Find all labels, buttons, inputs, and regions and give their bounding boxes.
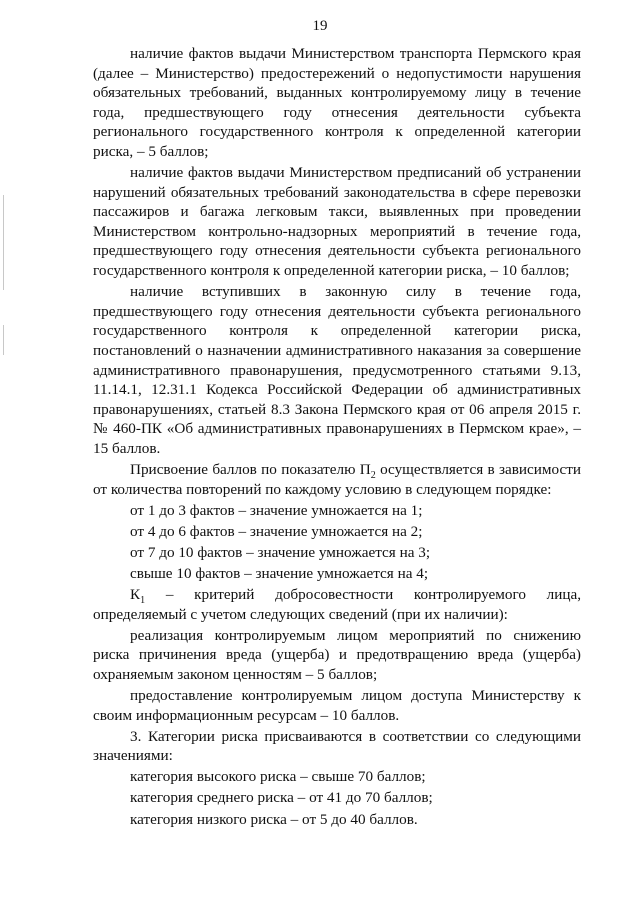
points-intro-paragraph bbox=[93, 460, 581, 499]
risk-category-item: категория среднего риска – от 41 до 70 баллов; bbox=[130, 789, 433, 807]
scan-margin-mark bbox=[3, 195, 4, 290]
points-intro-subscript: 2 bbox=[370, 470, 376, 481]
k1-item: предоставление контролируемым лицом доступа Министерству к своим информационным ресурсам – 10 баллов. bbox=[93, 687, 581, 724]
paragraph: наличие фактов выдачи Министерством предписаний об устранении нарушений обязательных требований законодательства в сфере перевозки пассажиров и багажа легковым такси, выявленных при проведении Министерством контрольно-надзорных мероприятий в течение года, предшествующего году отнесения деятельности субъекта регионального государственного контроля к определенной категории риска, – 10 баллов; bbox=[93, 164, 581, 280]
risk-category-item: категория высокого риска – свыше 70 баллов; bbox=[130, 768, 426, 786]
points-intro-text-end: осуществляется в зависимости от количества повторений по каждому условию в следующем порядке: bbox=[93, 460, 581, 498]
multiplier-item: от 1 до 3 фактов – значение умножается на 1; bbox=[130, 501, 423, 519]
multiplier-item: свыше 10 фактов – значение умножается на 4; bbox=[130, 564, 429, 582]
risk-category-item: категория низкого риска – от 5 до 40 баллов. bbox=[130, 810, 418, 828]
k1-item: реализация контролируемым лицом мероприятий по снижению риска причинения вреда (ущерба) и предотвращению вреда (ущерба) охраняемым законом ценностям – 5 баллов; bbox=[93, 626, 581, 683]
paragraph: наличие фактов выдачи Министерством транспорта Пермского края (далее – Министерство) предостережений о недопустимости нарушения обязательных требований, выданных контролируемому лицу в течение года, предшествующего году отнесения деятельности субъекта регионального государственного контроля к определенной категории риска, – 5 баллов; bbox=[93, 45, 581, 160]
scan-margin-mark bbox=[3, 325, 4, 355]
k1-definition: – критерий добросовестности контролируемого лица, определяемый с учетом следующих сведений (при их наличии): bbox=[93, 586, 581, 623]
k1-paragraph bbox=[93, 585, 581, 624]
page-number: 19 bbox=[312, 18, 328, 34]
multiplier-item: от 7 до 10 фактов – значение умножается на 3; bbox=[130, 543, 431, 561]
document-body bbox=[93, 44, 581, 829]
k1-subscript: 1 bbox=[140, 595, 146, 607]
k1-symbol: К bbox=[130, 586, 141, 604]
paragraph: наличие вступивших в законную силу в течение года, предшествующего году отнесения деятельности субъекта регионального государственного контроля к определенной категории риска, постановлений о назначении административного наказания за совершение административного правонарушения, предусмотренного статьями 9.13, 11.14.1, 12.31.1 Кодекса Российской Федерации об административных правонарушениях, статьей 8.3 Закона Пермского края от 06 апреля 2015 г. № 460-ПК «Об административных правонарушениях в Пермском крае», – 15 баллов. bbox=[93, 283, 581, 457]
multiplier-item: от 4 до 6 фактов – значение умножается на 2; bbox=[130, 522, 423, 540]
section-3-paragraph: 3. Категории риска присваиваются в соответствии со следующими значениями: bbox=[93, 727, 581, 765]
points-intro-text: Присвоение баллов по показателю П bbox=[130, 460, 371, 478]
